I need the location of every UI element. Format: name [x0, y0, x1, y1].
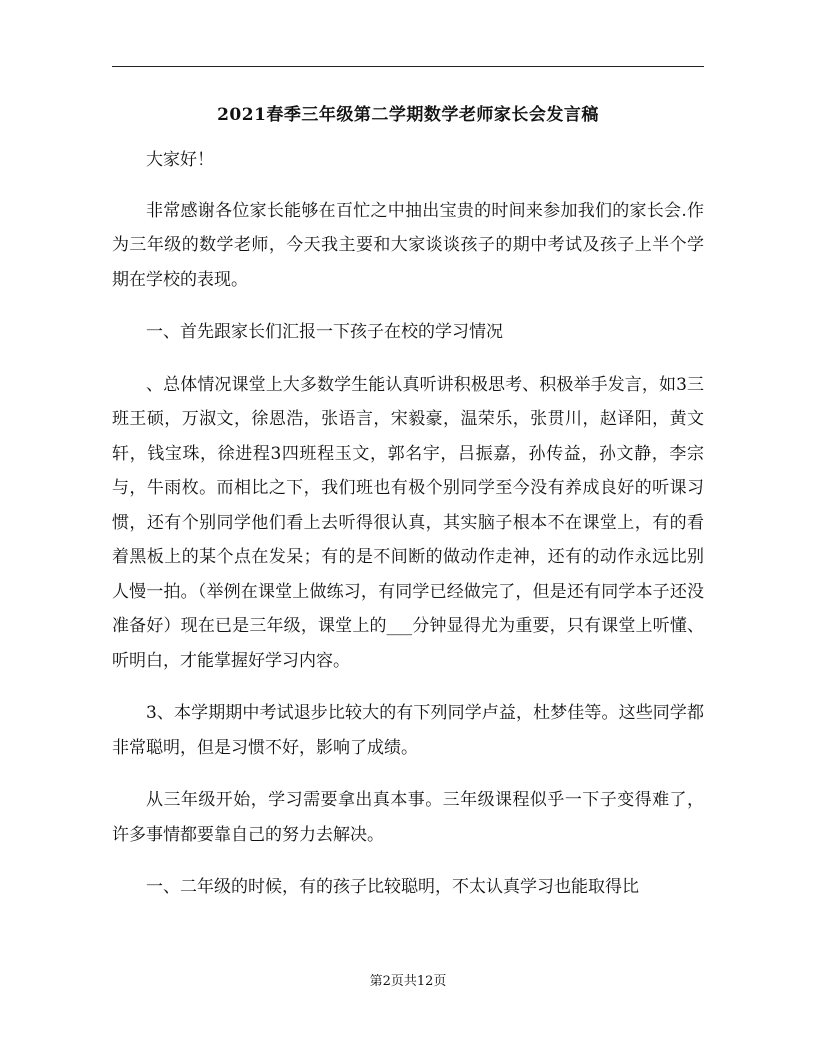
paragraph-greeting: 大家好！: [146, 150, 214, 170]
paragraph-grade-one-two: 一、二年级的时候，有的孩子比较聪明，不太认真学习也能取得比: [146, 877, 639, 897]
document-body: [112, 143, 704, 923]
document-title: 2021春季三年级第二学期数学老师家长会发言稿: [217, 105, 599, 125]
paragraph-overall: 、总体情况课堂上大多数学生能认真听讲积极思考、积极举手发言，如3三班王硕，万淑文，徐恩浩，张语言，宋毅豪，温荣乐，张贯川，赵译阳，黄文轩，钱宝珠，徐进程3四班程玉文，郭名宇，吕振嘉，孙传益，孙文静，李宗与，牛雨枚。而相比之下，我们班也有极个别同学至今没有养成良好的听课习惯，还有个别同学他们看上去听得很认真，其实脑子根本不在课堂上，有的看着黑板上的某个点在发呆；有的是不间断的做动作走神，还有的动作永远比别人慢一拍。（举例在课堂上做练习，有同学已经做完了，但是还有同学本子还没准备好）现在已是三年级，课堂上的___分钟显得尤为重要，只有课堂上听懂、听明白，才能掌握好学习内容。: [112, 374, 704, 671]
paragraph-section-heading: 一、首先跟家长们汇报一下孩子在校的学习情况: [146, 322, 503, 342]
header-rule: [112, 66, 704, 67]
paragraph-grade-three: 从三年级开始，学习需要拿出真本事。三年级课程似乎一下子变得难了，许多事情都要靠自己的努力去解决。: [112, 790, 704, 845]
paragraph-intro: 非常感谢各位家长能够在百忙之中抽出宝贵的时间来参加我们的家长会.作为三年级的数学老师，今天我主要和大家谈谈孩子的期中考试及孩子上半个学期在学校的表现。: [112, 200, 704, 290]
page-number: 第2页共12页: [369, 974, 447, 989]
paragraph-midterm: 3、本学期期中考试退步比较大的有下列同学卢益，杜梦佳等。这些同学都非常聪明，但是习惯不好，影响了成绩。: [112, 703, 704, 758]
